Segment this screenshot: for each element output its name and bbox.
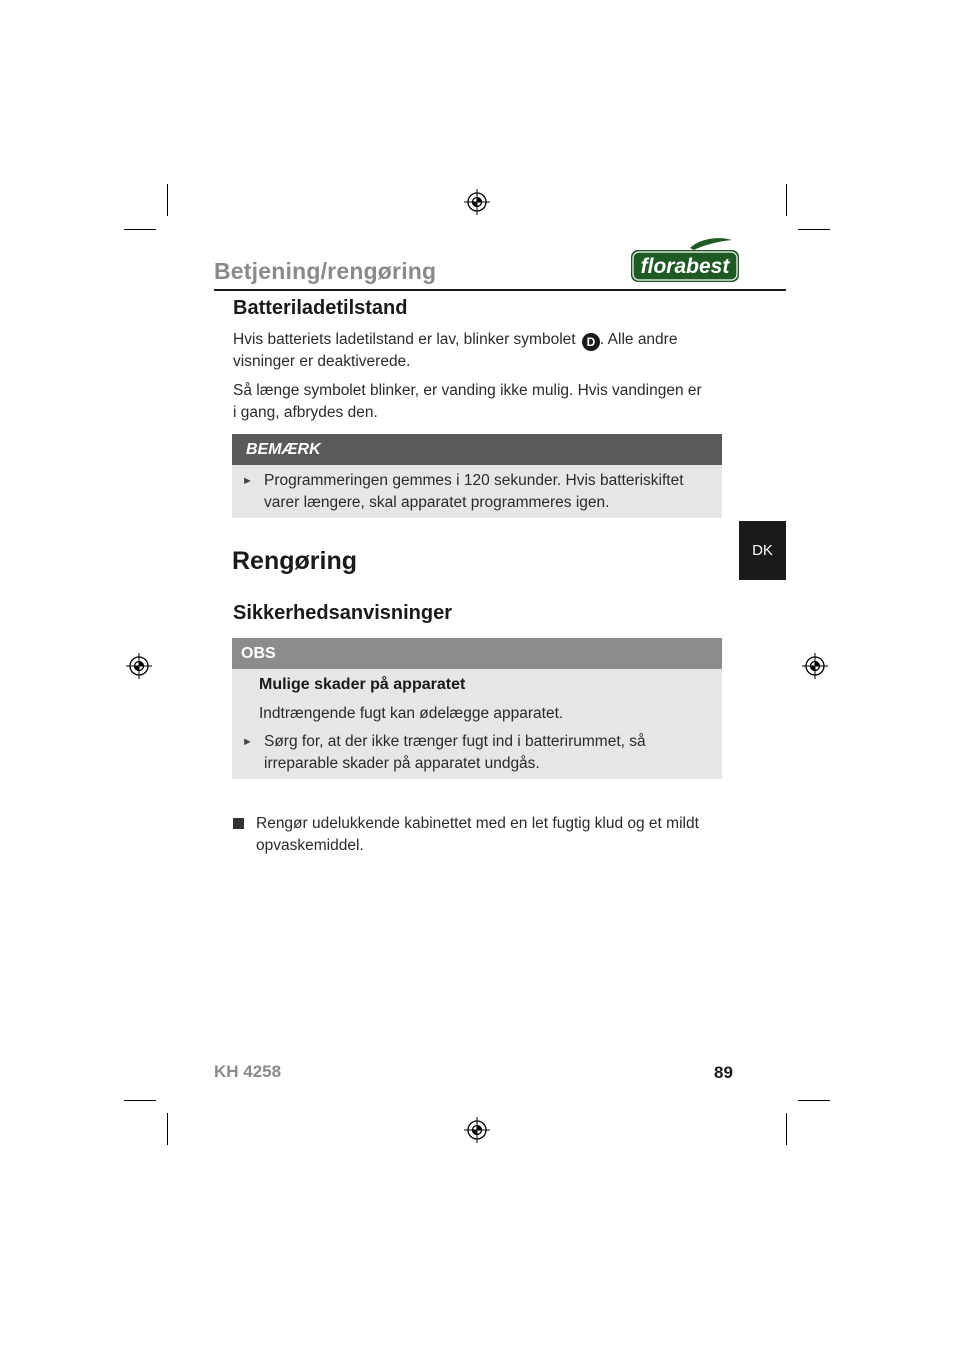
battery-paragraph-1 — [233, 329, 723, 373]
crop-mark — [124, 229, 156, 230]
section-title-cleaning: Rengøring — [232, 547, 357, 575]
instruction-text — [256, 813, 726, 857]
battery-p2-line2: i gang, afbrydes den. — [233, 404, 378, 421]
crop-mark — [798, 229, 830, 230]
battery-text-line2: visninger er deaktiverede. — [233, 353, 411, 370]
warning-subtitle: Mulige skader på apparatet — [259, 676, 466, 693]
arrow-bullet-icon: ► — [242, 475, 253, 487]
logo-text: florabest — [640, 255, 730, 278]
section-heading-safety: Sikkerhedsanvisninger — [233, 602, 452, 624]
warning-bullet-line1: Sørg for, at der ikke trænger fugt ind i batterirummet, så — [264, 733, 646, 750]
warning-text: Indtrængende fugt kan ødelægge apparatet. — [259, 705, 564, 722]
battery-p2-line1: Så længe symbolet blinker, er vanding ikke mulig. Hvis vandingen er — [233, 382, 702, 399]
registration-mark-icon — [126, 653, 152, 679]
battery-symbol-icon: D — [582, 333, 600, 351]
warning-bullet-line2: irreparable skader på apparatet undgås. — [264, 755, 540, 772]
note-line2: varer længere, skal apparatet programmeres igen. — [264, 494, 610, 511]
crop-mark — [124, 1100, 156, 1101]
footer-model: KH 4258 — [214, 1062, 282, 1081]
arrow-bullet-icon: ► — [242, 736, 253, 748]
header-rule — [214, 289, 786, 291]
section-heading-battery: Batteriladetilstand — [233, 297, 408, 319]
registration-mark-icon — [464, 189, 490, 215]
note-line1: Programmeringen gemmes i 120 sekunder. Hvis batteriskiftet — [264, 472, 684, 489]
page-number: 89 — [714, 1063, 733, 1082]
square-bullet-icon — [233, 818, 244, 829]
crop-mark — [786, 184, 787, 216]
battery-paragraph-2 — [233, 380, 733, 424]
warning-bullet — [264, 731, 714, 775]
note-text — [264, 470, 714, 514]
registration-mark-icon — [464, 1117, 490, 1143]
language-tab: DK — [739, 521, 786, 580]
warning-box-header: OBS — [232, 638, 722, 669]
note-box-header: BEMÆRK — [232, 434, 722, 465]
crop-mark — [798, 1100, 830, 1101]
battery-text-a: Hvis batteriets ladetilstand er lav, blinker symbolet — [233, 331, 576, 348]
instruction-line1: Rengør udelukkende kabinettet med en let fugtig klud og et mildt — [256, 815, 699, 832]
crop-mark — [167, 184, 168, 216]
registration-mark-icon — [802, 653, 828, 679]
crop-mark — [786, 1113, 787, 1145]
battery-text-b: . Alle andre — [599, 331, 678, 348]
florabest-logo — [628, 236, 742, 286]
instruction-line2: opvaskemiddel. — [256, 837, 364, 854]
crop-mark — [167, 1113, 168, 1145]
page-header-title: Betjening/rengøring — [214, 258, 437, 284]
